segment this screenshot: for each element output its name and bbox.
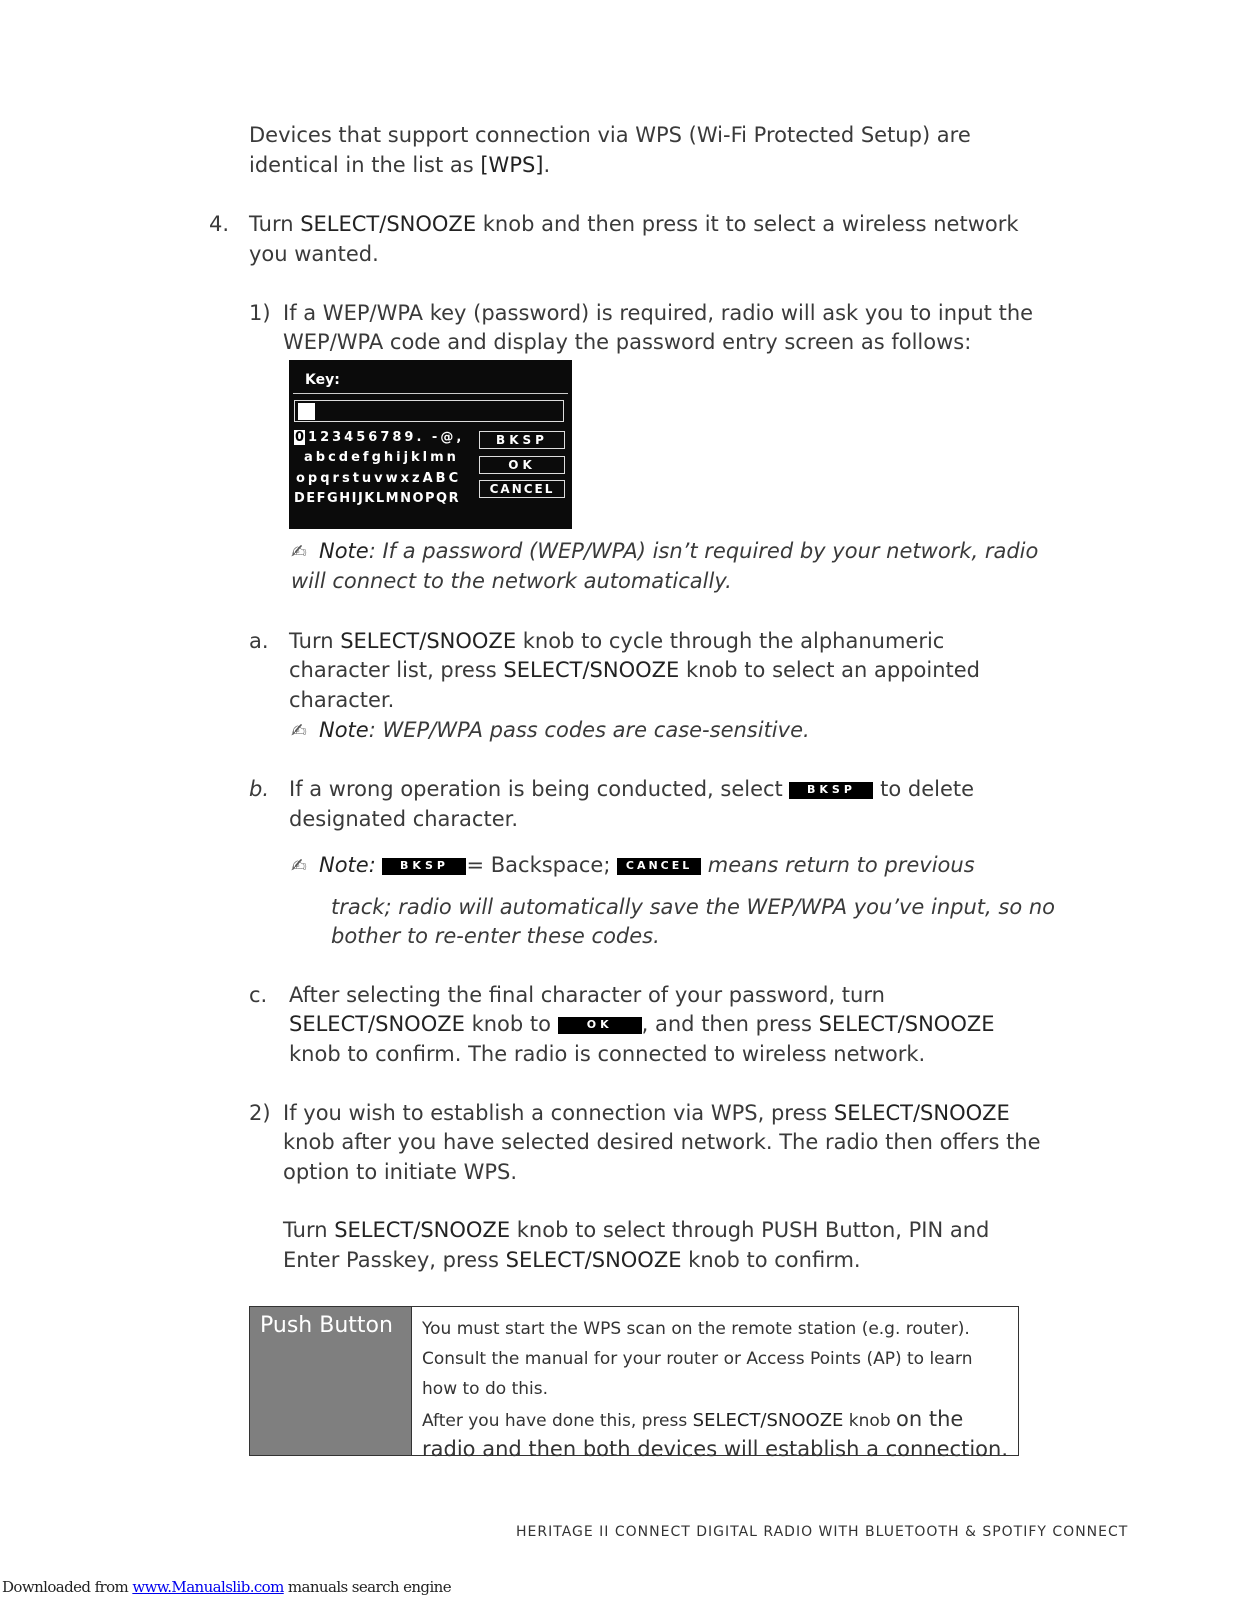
manualslib-link[interactable]: www.Manualslib.com	[132, 1578, 284, 1596]
lcd-ok-button: OK	[479, 456, 565, 474]
note-3-post: means return to previous	[701, 853, 975, 877]
knob-name: SELECT/SNOOZE	[833, 1101, 1010, 1125]
page-footer: HERITAGE II CONNECT DIGITAL RADIO WITH BLUETOOTH & SPOTIFY CONNECT	[516, 1524, 1129, 1540]
download-pre: Downloaded from	[2, 1578, 133, 1596]
step-b-letter: b.	[249, 777, 270, 801]
sub-2-pre: If you wish to establish a connection via WPS, press	[283, 1101, 834, 1125]
sub-2-line-4-pre: Turn	[283, 1218, 335, 1242]
step-a-letter: a.	[249, 629, 269, 653]
lcd-bksp-button: BKSP	[479, 431, 565, 449]
step-a-line-1	[289, 627, 944, 656]
key-label: Key:	[305, 372, 340, 388]
step-4-number: 4.	[209, 212, 230, 236]
sub-1-number: 1)	[249, 301, 271, 325]
step-b-line-2: designated character.	[289, 807, 519, 831]
note-2-text: : WEP/WPA pass codes are case-sensitive.	[368, 718, 810, 742]
char-row-3: opqrstuvwxzABC	[296, 471, 462, 486]
knob-name: SELECT/SNOOZE	[340, 629, 517, 653]
intro-period: .	[543, 153, 551, 177]
knob-name: SELECT/SNOOZE	[300, 212, 477, 236]
cancel-chip: CANCEL	[617, 858, 701, 875]
step-c-post: , and then press	[641, 1012, 819, 1036]
table-line-4-pre: After you have done this, press	[422, 1411, 693, 1431]
note-3-line-3: bother to re-enter these codes.	[331, 924, 660, 948]
intro-line-2	[249, 151, 550, 180]
note-pencil-icon: ✍	[291, 720, 307, 742]
backspace-text: = Backspace;	[466, 853, 618, 877]
char-row-1	[294, 429, 464, 447]
ok-chip: OK	[558, 1017, 642, 1034]
note-1-text: : If a password (WEP/WPA) isn’t required by your network, radio	[368, 539, 1039, 563]
sub-2-number: 2)	[249, 1101, 271, 1125]
intro-text: identical in the list as	[249, 153, 481, 177]
knob-name: SELECT/SNOOZE	[503, 658, 680, 682]
download-banner	[2, 1578, 451, 1596]
table-line-4-big: on the	[896, 1407, 964, 1431]
sub-2-line-4	[283, 1216, 989, 1245]
step-a-line-3: character.	[289, 688, 395, 712]
step-a-pre: Turn	[289, 629, 341, 653]
sub-2-line-3: option to initiate WPS.	[283, 1160, 518, 1184]
knob-name: SELECT/SNOOZE	[289, 1012, 465, 1036]
step-4-line-2: you wanted.	[249, 242, 379, 266]
sub-1-line-2: WEP/WPA code and display the password entry screen as follows:	[283, 330, 972, 354]
step-a-line-2-pre: character list, press	[289, 658, 504, 682]
intro-line-1: Devices that support connection via WPS (Wi-Fi Protected Setup) are	[249, 123, 971, 147]
step-4-post: knob and then press it to select a wireless network	[476, 212, 1019, 236]
table-line-4-mid: knob	[843, 1411, 897, 1431]
bksp-chip: BKSP	[789, 782, 873, 799]
note-2	[291, 716, 810, 746]
table-header-cell: Push Button	[250, 1307, 412, 1455]
table-line-4	[422, 1404, 1008, 1436]
step-c-line-2	[289, 1010, 995, 1039]
bksp-chip: BKSP	[382, 858, 466, 875]
table-line-3: how to do this.	[422, 1379, 548, 1399]
selected-char: 0	[295, 430, 305, 445]
note-3-line-1	[291, 851, 975, 881]
note-pencil-icon: ✍	[291, 541, 307, 563]
note-label: Note	[319, 539, 369, 563]
knob-name: SELECT/SNOOZE	[692, 1410, 844, 1431]
download-post: manuals search engine	[283, 1578, 451, 1596]
step-a-line-2	[289, 656, 980, 685]
step-c-mid: knob to	[464, 1012, 558, 1036]
input-cursor	[298, 403, 315, 420]
char-row-1-rest: 123456789. -@,	[308, 430, 465, 445]
lcd-cancel-button: CANCEL	[479, 480, 565, 498]
sub-2-line-5	[283, 1246, 861, 1275]
sub-2-line-2: knob after you have selected desired network. The radio then offers the	[283, 1130, 1041, 1154]
step-a-post: knob to cycle through the alphanumeric	[516, 629, 945, 653]
table-line-1: You must start the WPS scan on the remote station (e.g. router).	[422, 1319, 970, 1339]
password-entry-screen	[289, 360, 572, 529]
step-b-post: to delete	[873, 777, 975, 801]
sub-2-line-5-post: knob to confirm.	[681, 1248, 861, 1272]
step-b-line-1	[289, 775, 974, 804]
knob-name: SELECT/SNOOZE	[505, 1248, 682, 1272]
note-1-line-1	[291, 537, 1038, 567]
lcd-divider	[293, 393, 568, 394]
step-c-letter: c.	[249, 983, 268, 1007]
char-row-2: abcdefghijklmn	[304, 450, 459, 465]
step-a-line-2-post: knob to select an appointed	[679, 658, 980, 682]
knob-name: SELECT/SNOOZE	[818, 1012, 995, 1036]
step-4-line-1	[249, 210, 1019, 239]
note-1-line-2: will connect to the network automatically.	[291, 569, 732, 593]
char-row-4: DEFGHIJKLMNOPQR	[294, 491, 461, 506]
step-b-pre: If a wrong operation is being conducted, select	[289, 777, 790, 801]
push-button-table	[249, 1306, 1019, 1461]
step-4-pre: Turn	[249, 212, 301, 236]
table-line-2: Consult the manual for your router or Access Points (AP) to learn	[422, 1349, 973, 1369]
table-description-cell	[412, 1307, 1018, 1461]
step-c-line-3: knob to confirm. The radio is connected to wireless network.	[289, 1042, 926, 1066]
sub-2-line-4-post: knob to select through PUSH Button, PIN and	[510, 1218, 990, 1242]
sub-2-line-5-pre: Enter Passkey, press	[283, 1248, 506, 1272]
step-c-line-1: After selecting the final character of your password, turn	[289, 983, 885, 1007]
table-line-5: radio and then both devices will establish a connection.	[422, 1437, 1008, 1461]
knob-name: SELECT/SNOOZE	[334, 1218, 511, 1242]
note-label: Note	[319, 718, 369, 742]
sub-1-line-1: If a WEP/WPA key (password) is required, radio will ask you to input the	[283, 301, 1034, 325]
note-label: Note:	[319, 853, 376, 877]
note-3-line-2: track; radio will automatically save the WEP/WPA you’ve input, so no	[331, 895, 1056, 919]
note-pencil-icon: ✍	[291, 855, 307, 877]
key-input-box	[294, 400, 564, 422]
sub-2-line-1	[283, 1099, 1010, 1128]
wps-tag: [WPS]	[480, 153, 544, 177]
